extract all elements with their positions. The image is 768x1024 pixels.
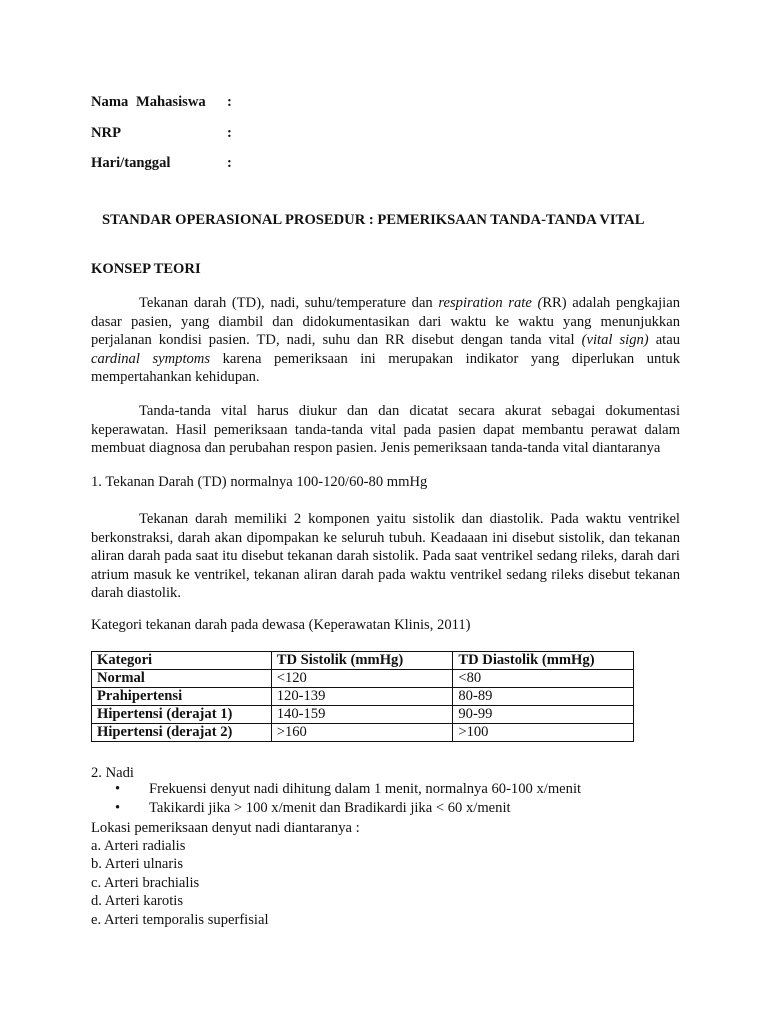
pulse-bullet-list: [91, 780, 581, 817]
para3-text: Tekanan darah memiliki 2 komponen yaitu sistolik dan diastolik. Pada waktu ventrikel berkonstraksi, darah akan dipompakan ke seluruh tubuh. Keadaaan ini disebut sistolik, dan tekanan aliran darah pada saat itu disebut tekanan darah sistolik. Pada saat ventrikel sedang rileks, darah dari atrium masuk ke ventrikel, tekanan aliran darah pada waktu ventrikel sedang rileks disebut tekanan darah diastolik.: [91, 511, 680, 601]
table-row: [92, 688, 634, 706]
bullet-text: Frekuensi denyut nadi dihitung dalam 1 menit, normalnya 60-100 x/menit: [149, 781, 582, 797]
list-item: e. Arteri temporalis superfisial: [91, 912, 269, 928]
table-cell-category: Prahipertensi: [92, 688, 272, 706]
table-caption: Kategori tekanan darah pada dewasa (Keperawatan Klinis, 2011): [91, 617, 471, 633]
blood-pressure-table: [91, 651, 634, 742]
item1-heading: 1. Tekanan Darah (TD) normalnya 100-120/60-80 mmHg: [91, 474, 428, 490]
list-item: a. Arteri radialis: [91, 838, 186, 854]
nrp-colon: :: [227, 125, 232, 141]
location-intro: Lokasi pemeriksaan denyut nadi diantaranya :: [91, 820, 360, 836]
list-item: [91, 799, 581, 818]
para1-italic-1: respiration rate (: [438, 295, 543, 311]
section-heading: KONSEP TEORI: [91, 261, 201, 277]
table-header-row: [92, 652, 634, 670]
list-item: d. Arteri karotis: [91, 893, 184, 909]
table-cell: >100: [453, 724, 634, 742]
bullet-icon: •: [115, 799, 121, 816]
para2-text: Tanda-tanda vital harus diukur dan dan dicatat secara akurat sebagai dokumentasi keperawatan. Hasil pemeriksaan tanda-tanda vital pada pasien dapat membantu perawat dalam membuat diagnosa dan perubahan respon pasien. Jenis pemeriksaan tanda-tanda vital diantaranya: [91, 403, 680, 456]
table-cell: 140-159: [271, 706, 453, 724]
para1-text-2: RR) adalah pengkajian dasar pasien, yang diambil dan didokumentasikan dari waktu ke waktu yang menunjukkan perjalanan kondisi pasien. TD, nadi, suhu dan RR disebut dengan tanda vital: [91, 295, 680, 348]
table-cell: >160: [271, 724, 453, 742]
para1-text-4: karena pemeriksaan ini merupakan indikator yang diperlukan untuk mempertahankan kehidupan.: [91, 350, 681, 385]
paragraph-blood-pressure: [91, 510, 680, 603]
student-name-colon: :: [227, 94, 232, 110]
student-name-label: Nama Mahasiswa: [91, 94, 206, 110]
table-cell: <120: [271, 670, 453, 688]
para1-text-3: atau: [648, 332, 680, 348]
para1-italic-2: (vital sign): [581, 332, 649, 348]
bullet-text: Takikardi jika > 100 x/menit dan Bradikardi jika < 60 x/menit: [149, 799, 511, 816]
item2-heading: 2. Nadi: [91, 765, 134, 781]
table-row: [92, 706, 634, 724]
list-item: b. Arteri ulnaris: [91, 856, 184, 872]
paragraph-vital-signs: [91, 402, 680, 458]
nrp-row: [91, 124, 232, 143]
table-header-cell: Kategori: [92, 652, 272, 670]
table-cell-category: Hipertensi (derajat 1): [92, 706, 272, 724]
date-colon: :: [227, 155, 232, 171]
paragraph-intro: [91, 294, 680, 387]
date-row: [91, 154, 232, 173]
table-cell-category: Normal: [92, 670, 272, 688]
table-row: [92, 670, 634, 688]
document-title: STANDAR OPERASIONAL PROSEDUR : PEMERIKSAAN TANDA-TANDA VITAL: [102, 212, 645, 228]
table-header-cell: TD Sistolik (mmHg): [271, 652, 453, 670]
nrp-label: NRP: [91, 125, 121, 141]
para1-text-1: Tekanan darah (TD), nadi, suhu/temperature dan: [139, 295, 439, 311]
list-item: [91, 780, 581, 799]
table-row: [92, 724, 634, 742]
table-cell-category: Hipertensi (derajat 2): [92, 724, 272, 742]
list-item: c. Arteri brachialis: [91, 875, 200, 891]
para1-italic-3: cardinal symptoms: [91, 350, 211, 367]
student-name-row: [91, 93, 232, 112]
table-cell: 90-99: [453, 706, 634, 724]
table-cell: 80-89: [453, 688, 634, 706]
table-cell: <80: [453, 670, 634, 688]
table-header-cell: TD Diastolik (mmHg): [453, 652, 634, 670]
bullet-icon: •: [115, 781, 121, 797]
table-cell: 120-139: [271, 688, 453, 706]
date-label: Hari/tanggal: [91, 155, 171, 171]
